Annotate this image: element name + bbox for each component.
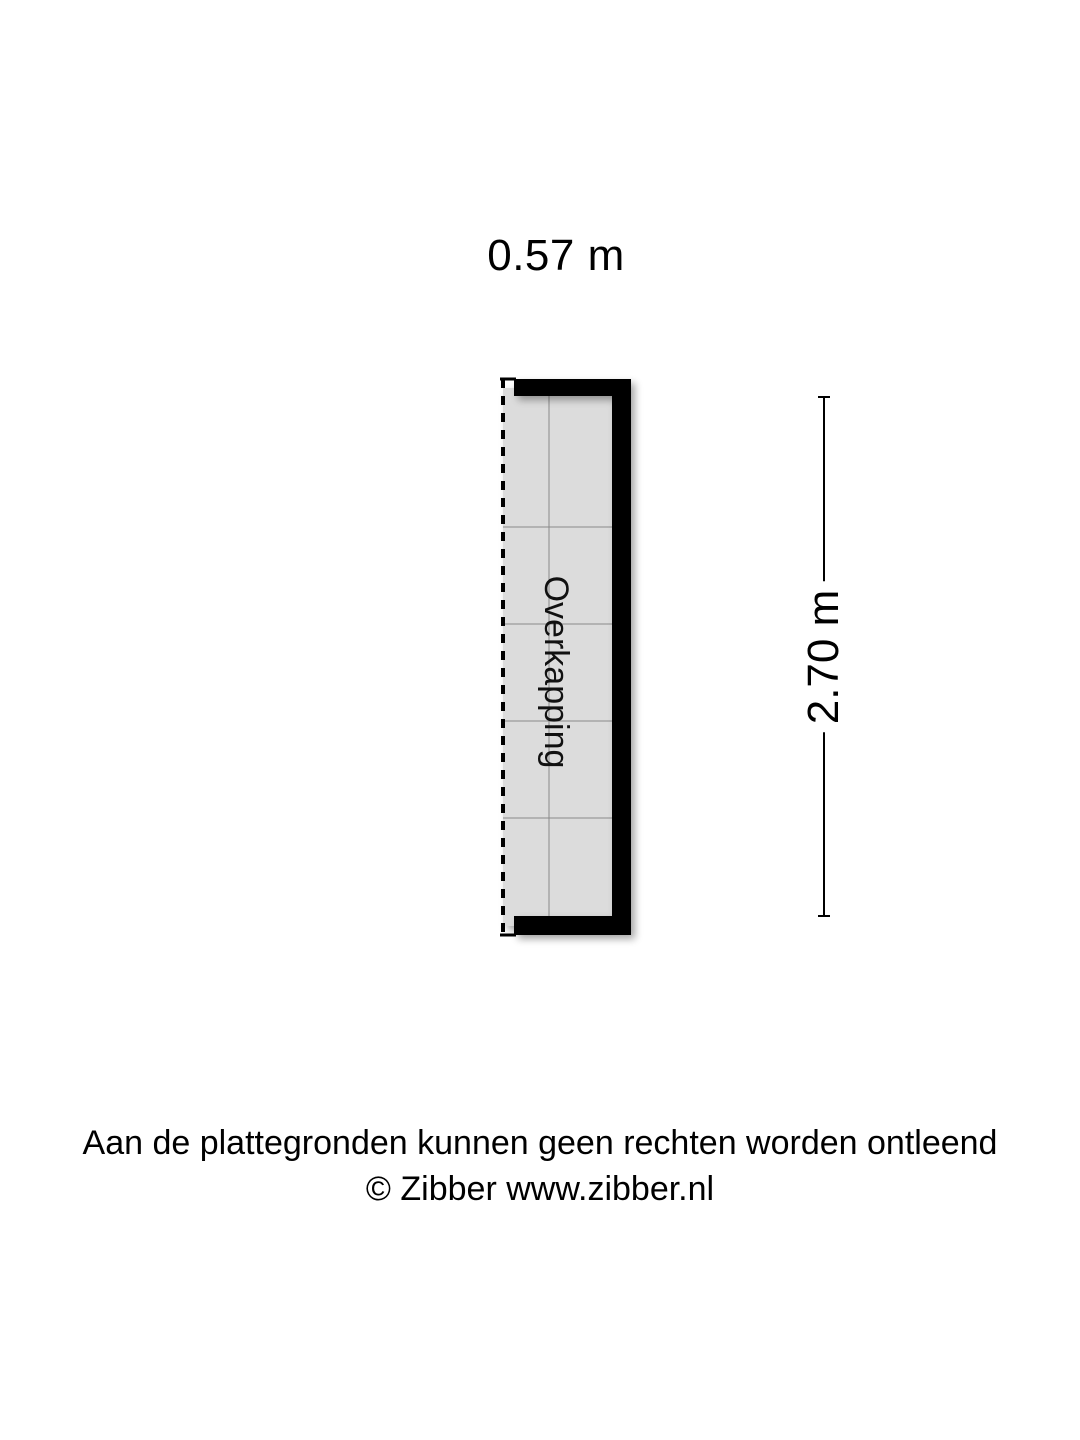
copyright-text: © Zibber www.zibber.nl — [365, 1170, 715, 1208]
room-label: Overkapping — [537, 575, 575, 769]
width-dimension-label: 0.57 m — [487, 231, 625, 280]
wall-right — [612, 379, 631, 935]
disclaimer-text: Aan de plattegronden kunnen geen rechten worden ontleend — [82, 1124, 998, 1162]
wall-bottom — [514, 916, 631, 935]
height-dimension-label: 2.70 m — [796, 582, 852, 733]
